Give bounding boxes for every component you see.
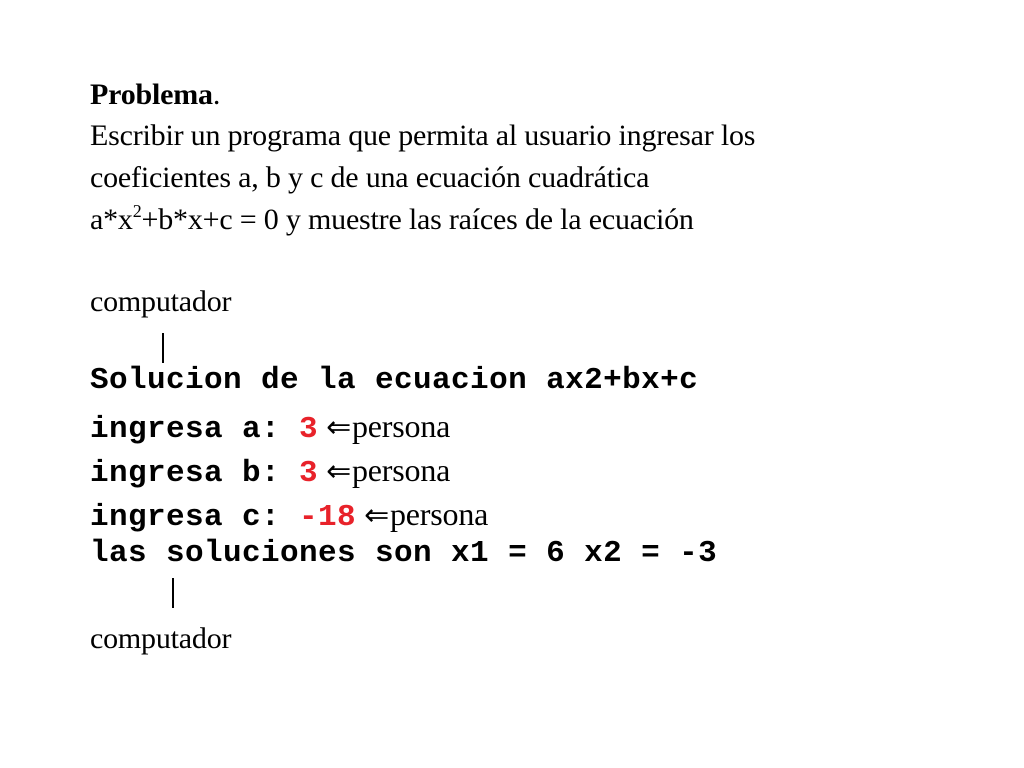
problem-description-line-1: Escribir un programa que permita al usuario ingresar los <box>90 119 756 152</box>
persona-note <box>326 452 450 488</box>
input-line-b <box>90 454 450 489</box>
pointer-line-top <box>162 333 164 363</box>
persona-label: persona <box>352 408 451 444</box>
problem-equation-line <box>90 201 694 236</box>
equation-exponent: 2 <box>132 201 142 221</box>
problem-heading-period: . <box>212 78 221 111</box>
persona-note <box>364 496 488 532</box>
left-double-arrow-icon: ⇐ <box>326 455 351 488</box>
persona-label: persona <box>352 452 451 488</box>
input-prompt: ingresa a: <box>90 412 300 447</box>
input-value: 3 <box>299 412 319 447</box>
input-line-c <box>90 498 488 533</box>
left-double-arrow-icon: ⇐ <box>364 499 389 532</box>
program-title-line: Solucion de la ecuacion ax2+bx+c <box>90 363 699 398</box>
pointer-line-bottom <box>172 578 174 608</box>
input-value: -18 <box>299 500 357 535</box>
left-double-arrow-icon: ⇐ <box>326 411 351 444</box>
input-prompt: ingresa b: <box>90 456 300 491</box>
input-value: 3 <box>299 456 319 491</box>
result-line: las soluciones son x1 = 6 x2 = -3 <box>90 536 718 571</box>
computer-label-bottom: computador <box>90 622 232 655</box>
problem-heading: Problema <box>90 78 213 111</box>
problem-description-line-2: coeficientes a, b y c de una ecuación cuadrática <box>90 161 650 194</box>
problem-heading-line <box>90 80 220 110</box>
persona-label: persona <box>390 496 489 532</box>
input-prompt: ingresa c: <box>90 500 300 535</box>
equation-part-1: a*x <box>90 203 133 236</box>
equation-part-2: +b*x+c = 0 y muestre las raíces de la ecuación <box>141 203 694 236</box>
persona-note <box>326 408 450 444</box>
computer-label-top: computador <box>90 285 232 318</box>
input-line-a <box>90 410 450 445</box>
